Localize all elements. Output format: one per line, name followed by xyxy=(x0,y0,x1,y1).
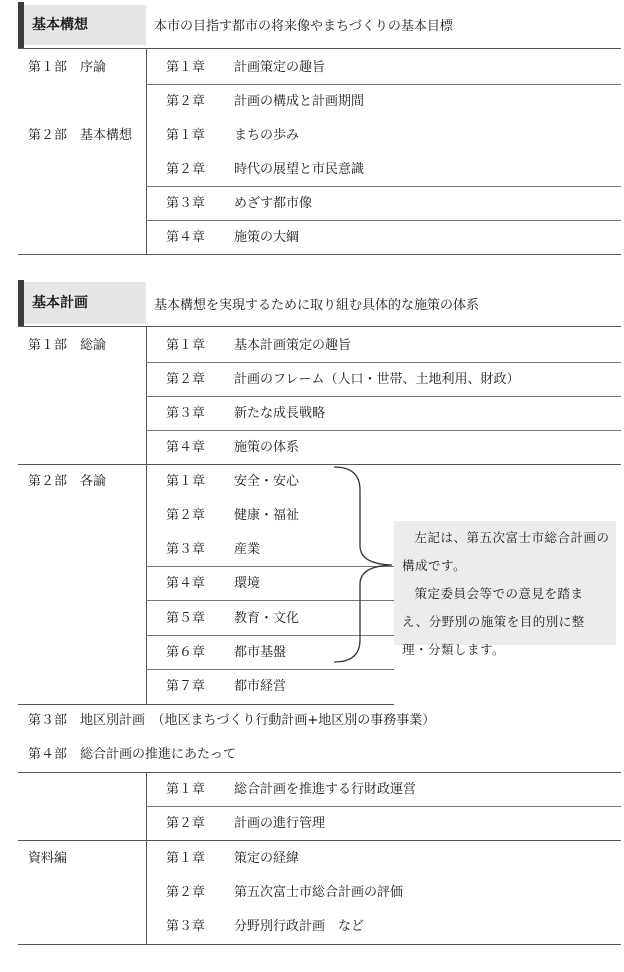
divider xyxy=(18,704,394,705)
divider xyxy=(18,944,621,945)
chapter-number: 第４章 xyxy=(166,440,206,455)
divider xyxy=(146,396,621,397)
chapter-title: 施策の大綱 xyxy=(234,230,300,245)
divider xyxy=(146,430,621,431)
divider xyxy=(18,464,621,465)
brace-icon xyxy=(330,466,396,664)
chapter-title: 基本計画策定の趣旨 xyxy=(234,338,352,353)
chapter-title: 施策の体系 xyxy=(234,440,300,455)
chapter-number: 第３章 xyxy=(166,196,206,211)
column-divider xyxy=(146,326,147,704)
section-title-kihon-kousou: 基本構想 xyxy=(24,5,146,45)
part-label: 第１部 総論 xyxy=(28,338,107,353)
column-divider xyxy=(146,48,147,254)
section-description: 本市の目指す都市の将来像やまちづくりの基本目標 xyxy=(154,19,453,34)
divider xyxy=(18,772,621,773)
chapter-title: 環境 xyxy=(234,576,261,591)
chapter-title: 分野別行政計画 など xyxy=(234,919,365,934)
divider xyxy=(146,186,621,187)
chapter-title: 新たな成長戦略 xyxy=(234,406,326,421)
chapter-number: 第１章 xyxy=(166,474,206,489)
chapter-number: 第１章 xyxy=(166,60,206,75)
chapter-title: 計画の構成と計画期間 xyxy=(234,94,365,109)
chapter-title: 策定の経緯 xyxy=(234,851,300,866)
chapter-title: 時代の展望と市民意識 xyxy=(234,162,365,177)
chapter-title: 都市経営 xyxy=(234,679,287,694)
part-label: 第２部 基本構想 xyxy=(28,128,133,143)
note-text: 策定委員会等での意見を踏まえ、分野別の施策を目的別に整理・分類します。 xyxy=(402,586,585,657)
chapter-number: 第１章 xyxy=(166,128,206,143)
chapter-title: 総合計画を推進する行財政運営 xyxy=(234,782,417,797)
column-divider xyxy=(146,772,147,944)
divider xyxy=(146,84,621,85)
chapter-title: 健康・福祉 xyxy=(234,508,300,523)
chapter-title: 計画の進行管理 xyxy=(234,816,326,831)
chapter-title: 計画のフレーム（人口・世帯、土地利用、財政） xyxy=(234,372,520,387)
divider xyxy=(146,362,621,363)
chapter-number: 第２章 xyxy=(166,94,206,109)
part-label: 第１部 序論 xyxy=(28,60,107,75)
chapter-number: 第２章 xyxy=(166,885,206,900)
divider xyxy=(146,806,621,807)
divider xyxy=(146,220,621,221)
chapter-title: 第五次富士市総合計画の評価 xyxy=(234,885,404,900)
divider xyxy=(18,254,621,255)
divider xyxy=(18,48,621,49)
chapter-number: 第３章 xyxy=(166,542,206,557)
chapter-number: 第２章 xyxy=(166,816,206,831)
note-box xyxy=(394,521,616,657)
chapter-number: 第２章 xyxy=(166,162,206,177)
chapter-number: 第２章 xyxy=(166,508,206,523)
divider xyxy=(18,326,621,327)
note-text: 左記は、第五次富士市総合計画の構成です。 xyxy=(402,530,610,573)
chapter-number: 第３章 xyxy=(166,919,206,934)
chapter-title: 産業 xyxy=(234,542,261,557)
part-label: 第３部 地区別計画 （地区まちづくり行動計画+地区別の事務事業） xyxy=(28,713,436,728)
section-description: 基本構想を実現するために取り組む具体的な施策の体系 xyxy=(154,298,480,313)
chapter-number: 第３章 xyxy=(166,406,206,421)
part-label: 資料編 xyxy=(28,851,68,866)
divider xyxy=(18,840,621,841)
chapter-number: 第６章 xyxy=(166,645,206,660)
chapter-number: 第１章 xyxy=(166,782,206,797)
chapter-title: 計画策定の趣旨 xyxy=(234,60,326,75)
chapter-number: 第４章 xyxy=(166,576,206,591)
section-title-kihon-keikaku: 基本計画 xyxy=(24,282,146,324)
chapter-title: 安全・安心 xyxy=(234,474,300,489)
chapter-number: 第１章 xyxy=(166,851,206,866)
chapter-title: 教育・文化 xyxy=(234,611,300,626)
chapter-number: 第１章 xyxy=(166,338,206,353)
part-label: 第４部 総合計画の推進にあたって xyxy=(28,747,237,762)
chapter-title: 都市基盤 xyxy=(234,645,287,660)
chapter-title: まちの歩み xyxy=(234,128,300,143)
part-label: 第２部 各論 xyxy=(28,474,107,489)
chapter-number: 第７章 xyxy=(166,679,206,694)
divider xyxy=(146,669,394,670)
chapter-number: 第４章 xyxy=(166,230,206,245)
chapter-number: 第２章 xyxy=(166,372,206,387)
chapter-title: めざす都市像 xyxy=(234,196,313,211)
chapter-number: 第５章 xyxy=(166,611,206,626)
